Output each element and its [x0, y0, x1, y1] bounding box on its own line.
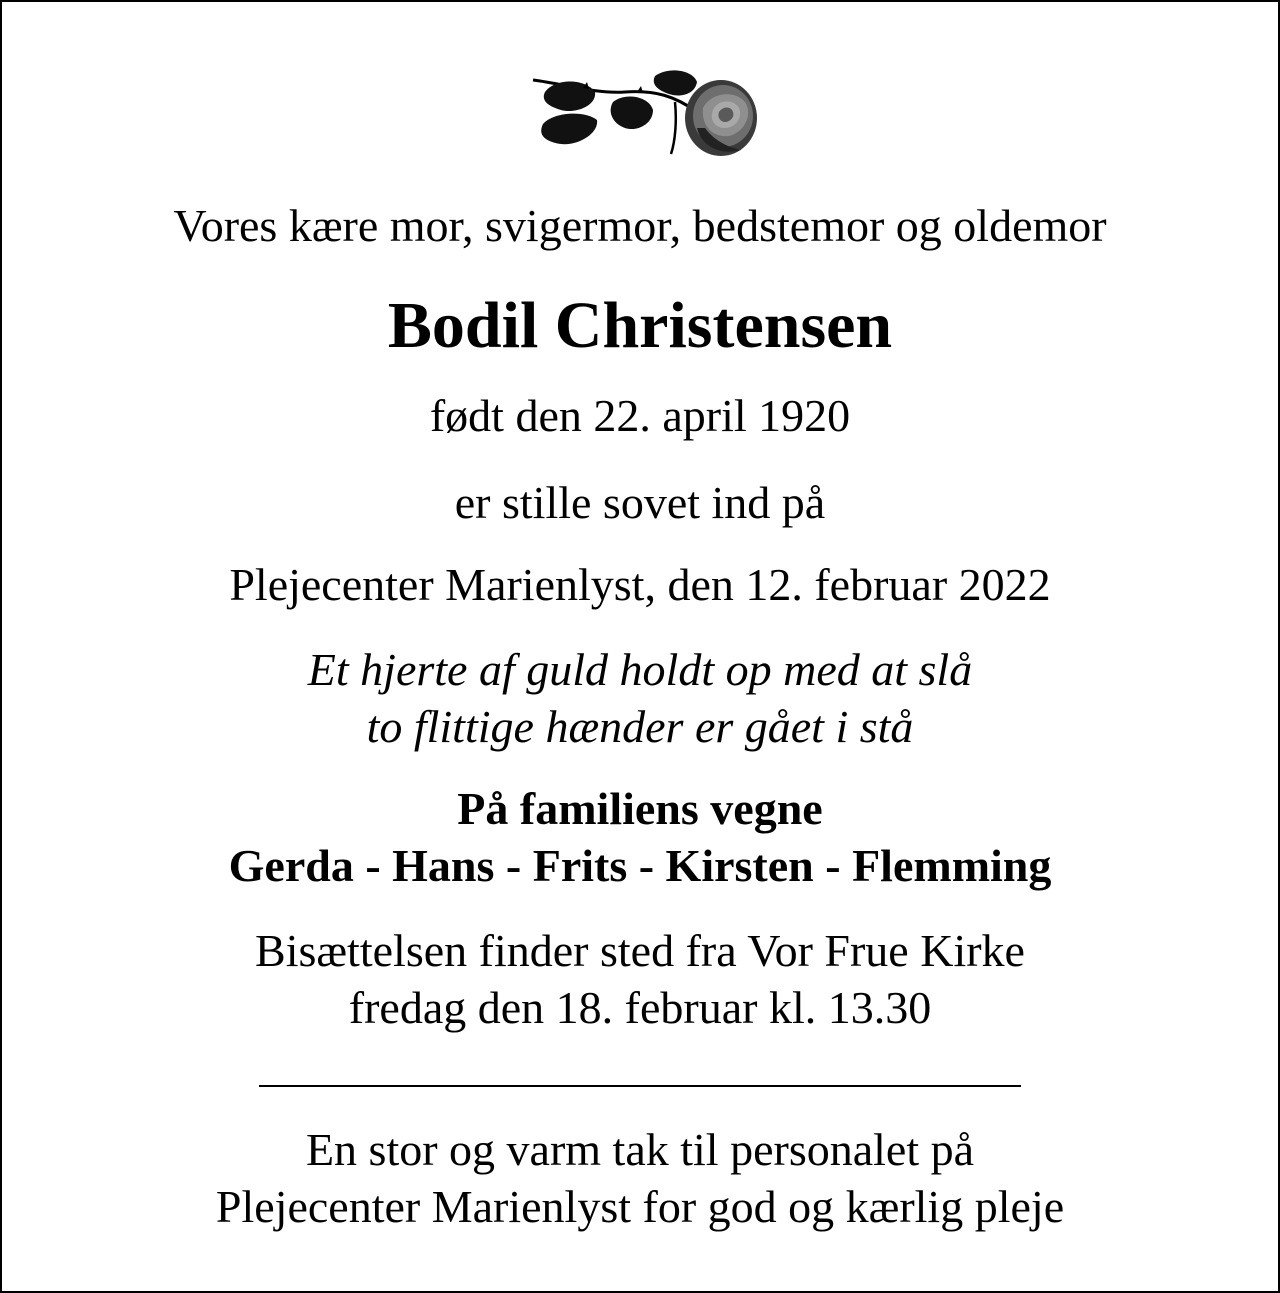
deceased-name: Bodil Christensen	[387, 289, 893, 362]
birth-date: født den 22. april 1920	[429, 390, 851, 441]
death-line-1: er stille sovet ind på	[454, 477, 826, 528]
verse-line-2: to flittige hænder er gået i stå	[366, 701, 914, 752]
funeral-line-1: Bisættelsen finder sted fra Vor Frue Kirke	[255, 925, 1025, 976]
thanks-line-1: En stor og varm tak til personalet på	[305, 1124, 975, 1175]
rose-icon	[525, 62, 765, 162]
intro-line: Vores kære mor, svigermor, bedstemor og oldemor	[173, 200, 1107, 251]
family-heading: På familiens vegne	[457, 783, 823, 834]
thanks-line-2: Plejecenter Marienlyst for god og kærlig pleje	[215, 1181, 1065, 1232]
funeral-line-2: fredag den 18. februar kl. 13.30	[348, 982, 932, 1033]
family-names: Gerda - Hans - Frits - Kirsten - Flemming	[228, 840, 1052, 891]
divider	[259, 1085, 1021, 1087]
verse-line-1: Et hjerte af guld holdt op med at slå	[307, 644, 973, 695]
death-line-2: Plejecenter Marienlyst, den 12. februar 2022	[229, 559, 1051, 610]
